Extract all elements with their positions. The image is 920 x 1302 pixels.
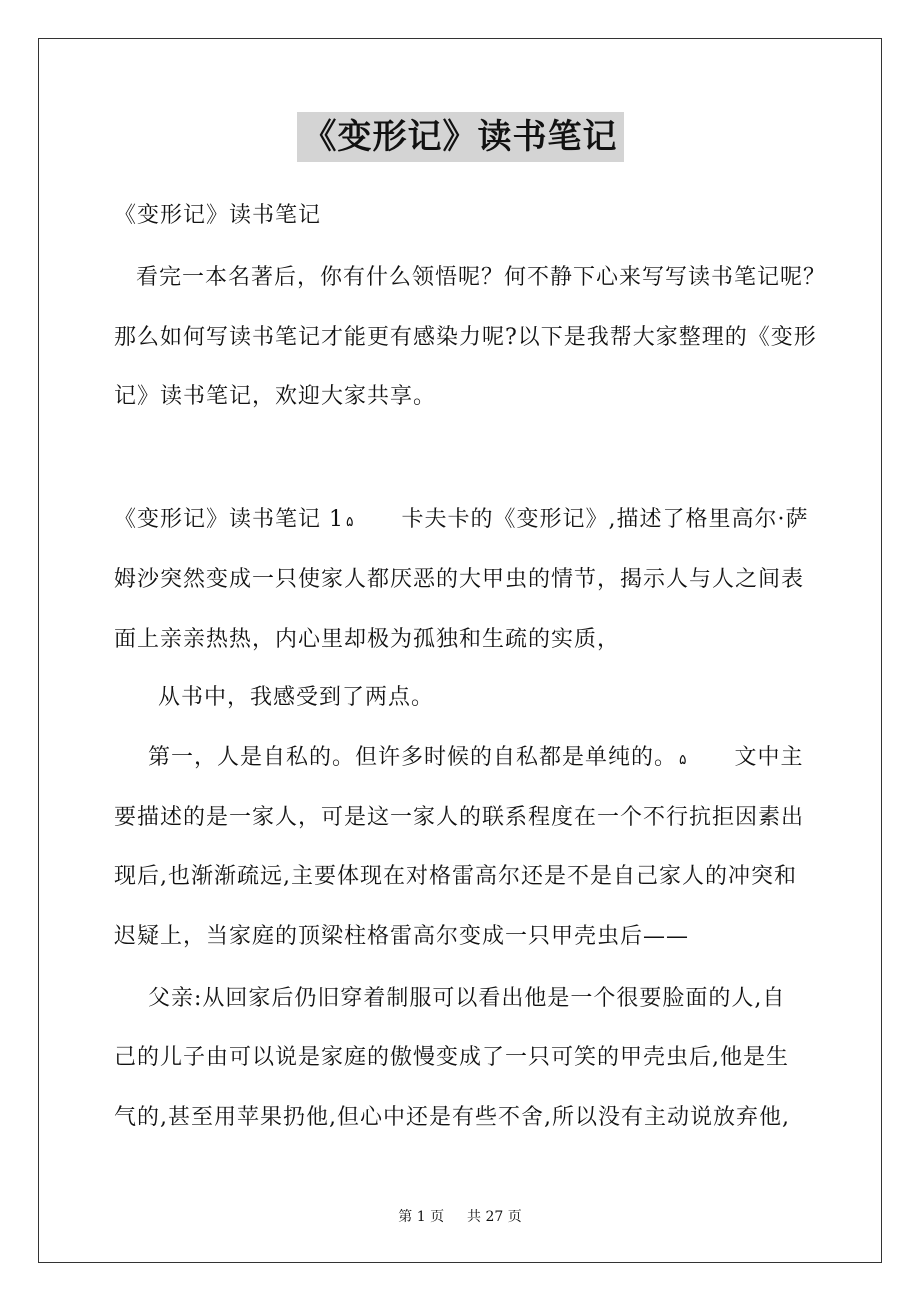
section1-line-2: 姆沙突然变成一只使家人都厌恶的大甲虫的情节，揭示人与人之间表	[114, 567, 805, 592]
father-line-1: 父亲:从回家后仍旧穿着制服可以看出他是一个很要脸面的人,自	[148, 986, 786, 1011]
intro-line-3: 记》读书笔记，欢迎大家共享。	[114, 384, 437, 409]
first-point-line-4: 迟疑上，当家庭的顶梁柱格雷高尔变成一只甲壳虫后——	[114, 924, 690, 949]
father-line-2: 己的儿子由可以说是家庭的傲慢变成了一只可笑的甲壳虫后,他是生	[114, 1045, 789, 1070]
father-line-3: 气的,甚至用苹果扔他,但心中还是有些不舍,所以没有主动说放弃他,	[114, 1105, 790, 1130]
paragraph-mark-icon: ۵	[679, 752, 687, 768]
first-point-line-3: 现后,也渐渐疏远,主要体现在对格雷高尔还是不是自己家人的冲突和	[114, 864, 797, 889]
paragraph-mark-icon: ۵	[346, 514, 354, 530]
section1-line-3: 面上亲亲热热，内心里却极为孤独和生疏的实质，	[114, 627, 621, 652]
document-title: 《变形记》读书笔记	[297, 112, 624, 162]
page-footer	[0, 1208, 920, 1226]
first-point-line-2: 要描述的是一家人，可是这一家人的联系程度在一个不行抗拒因素出	[114, 805, 805, 830]
page-total: 共 27 页	[467, 1209, 522, 1225]
point-intro: 从书中，我感受到了两点。	[158, 685, 435, 710]
subtitle: 《变形记》读书笔记	[114, 203, 322, 228]
first-point-start: 第一，人是自私的。但许多时候的自私都是单纯的。	[148, 745, 678, 770]
section1-first-line	[114, 505, 809, 537]
first-point-rest: 文中主	[734, 745, 804, 770]
first-point-line-1	[148, 743, 804, 775]
page-number: 第 1 页	[398, 1209, 445, 1225]
intro-line-1: 看完一本名著后，你有什么领悟呢？何不静下心来写写读书笔记呢？	[136, 265, 827, 290]
section1-first-line-rest: 卡夫卡的《变形记》,描述了格里高尔·萨	[401, 507, 809, 532]
section1-heading: 《变形记》读书笔记 1	[114, 507, 344, 532]
intro-line-2: 那么如何写读书笔记才能更有感染力呢?以下是我帮大家整理的《变形	[114, 325, 817, 350]
title-container	[0, 112, 920, 162]
